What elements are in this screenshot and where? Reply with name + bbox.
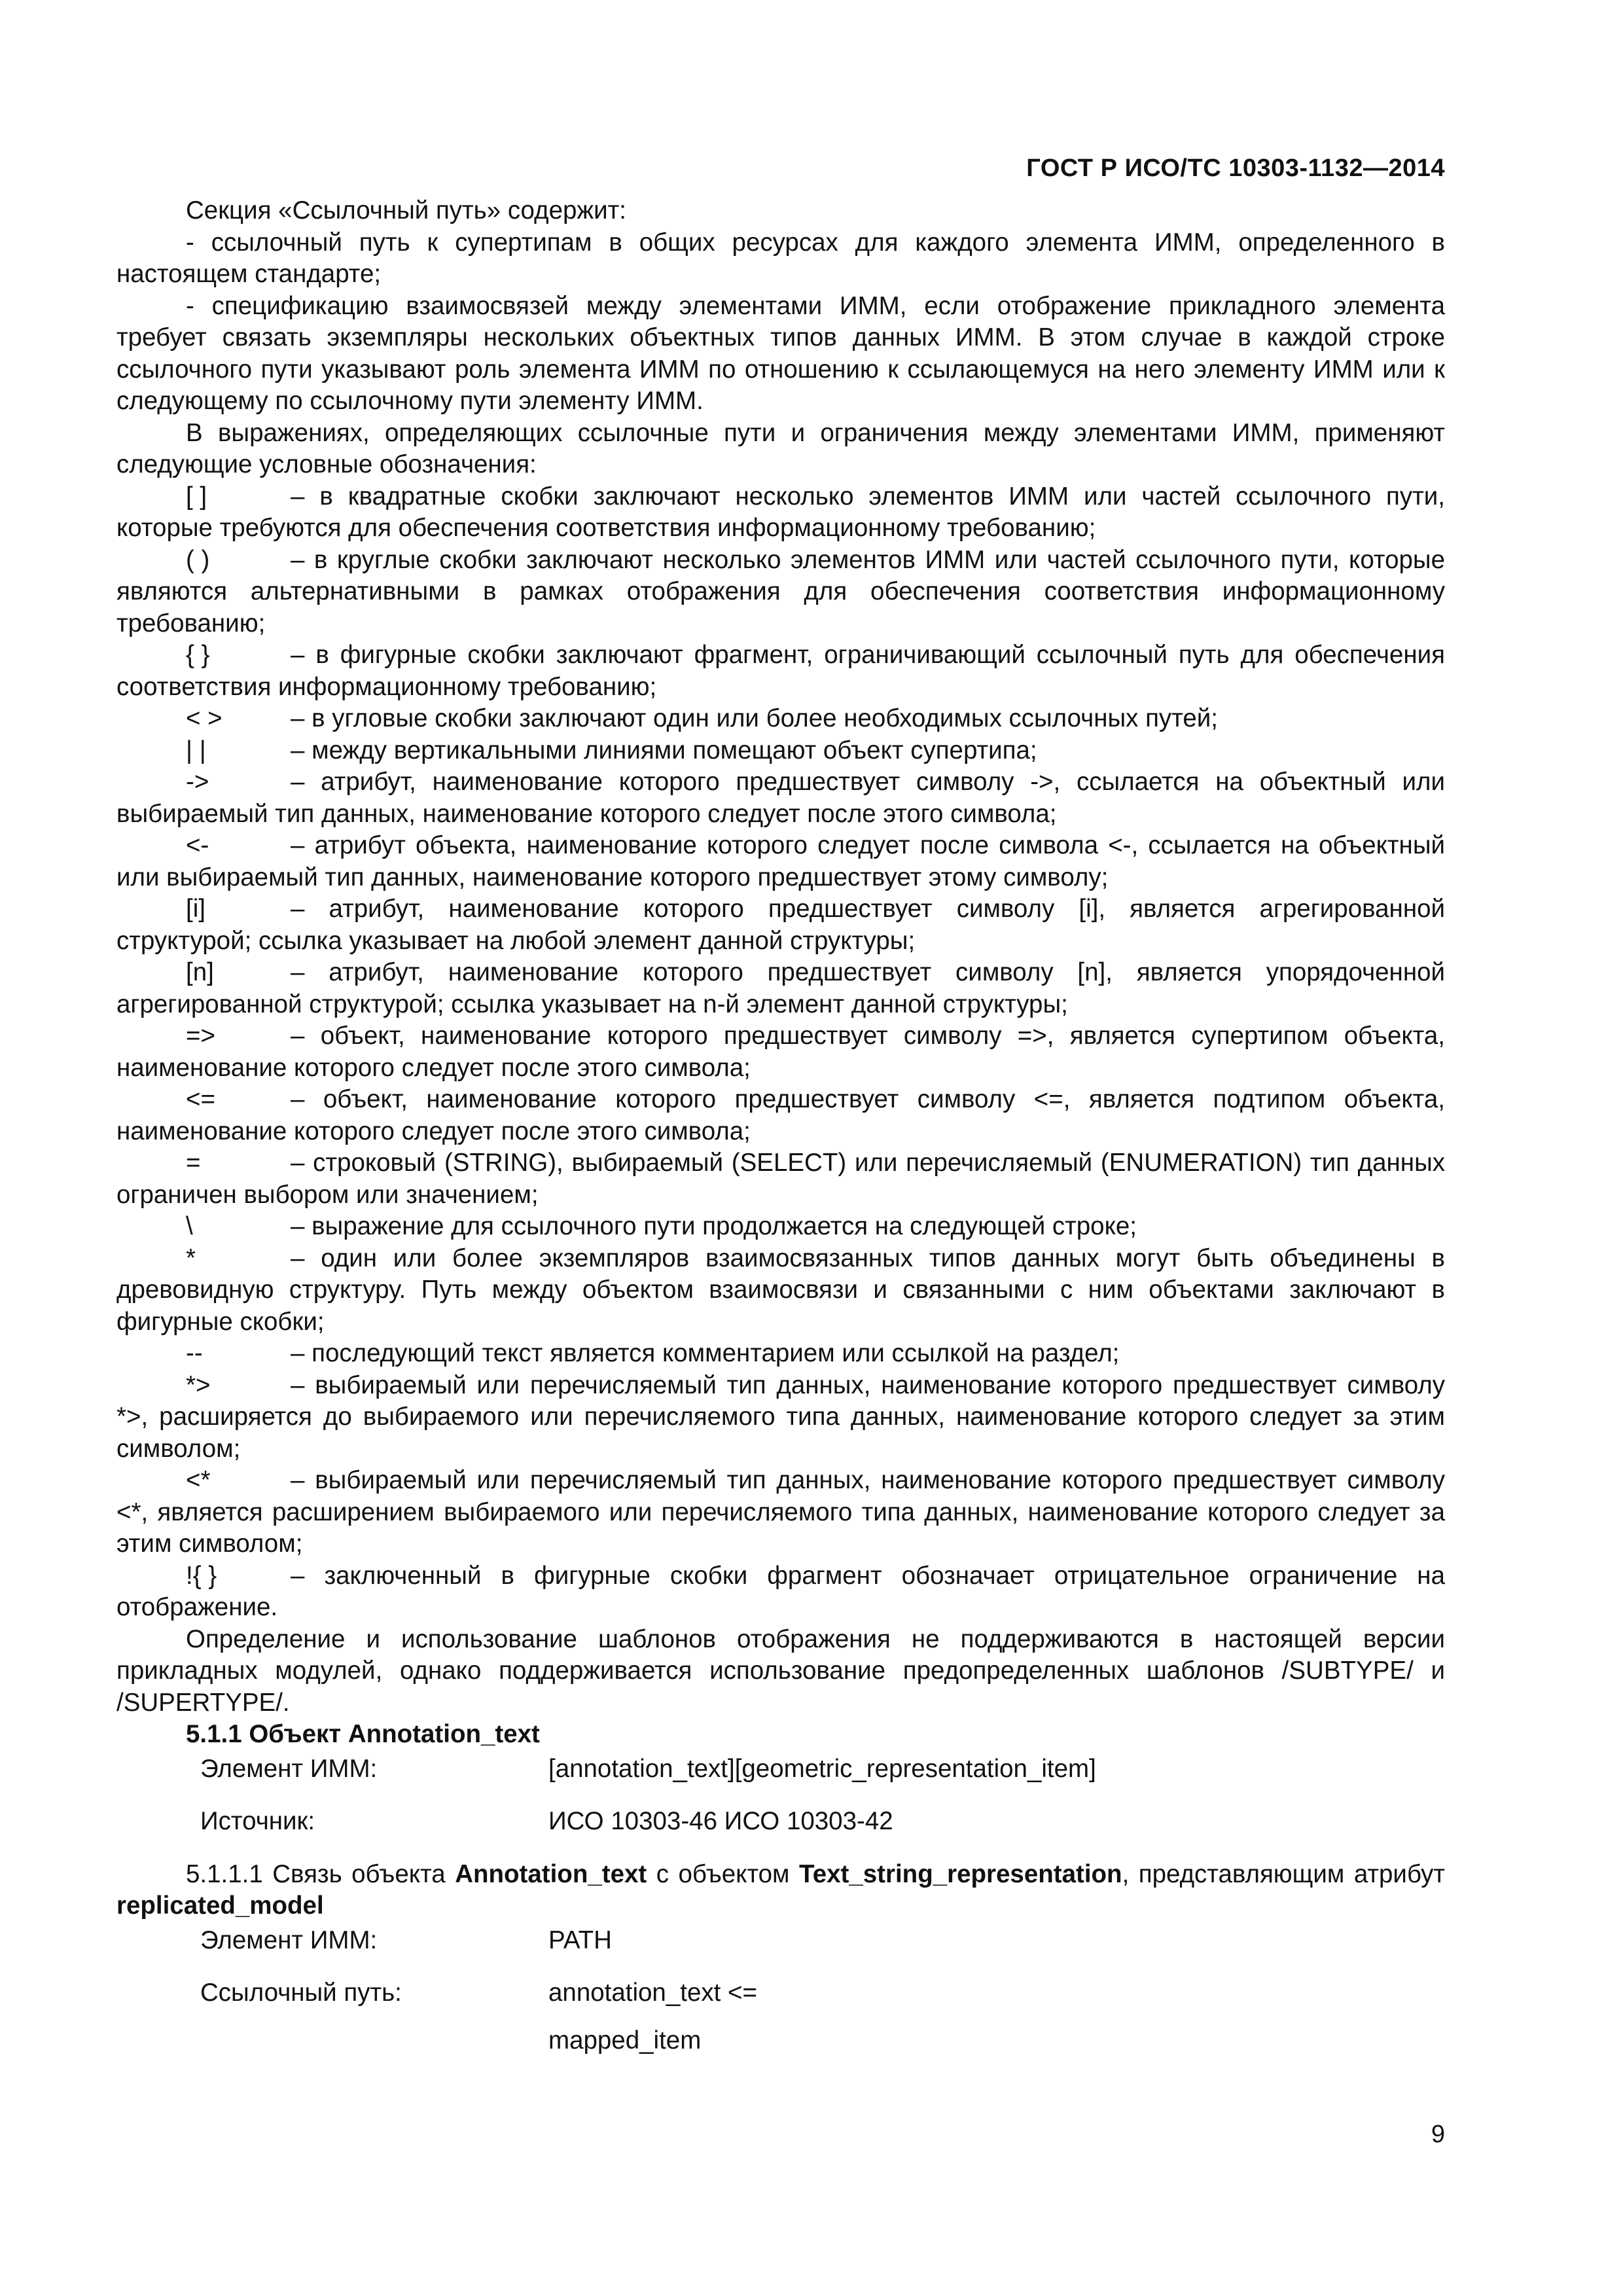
expressions-intro: В выражениях, определяющих ссылочные пути и ограничения между элементами ИММ, применяют следующие условные обозначения:: [116, 418, 1445, 478]
reference-path-row: [116, 1977, 1445, 2009]
symbol-definition: [116, 1084, 1445, 1147]
symbol-notation: [ ]: [186, 482, 207, 511]
reference-path-label: Ссылочный путь:: [200, 1979, 402, 2007]
reference-path-row-2: [116, 2025, 1445, 2057]
symbol-notation: =: [186, 1149, 201, 1177]
section-5-1-1-heading: 5.1.1 Объект Annotation_text: [186, 1720, 540, 1748]
symbol-definition: [116, 1147, 1445, 1211]
symbol-definition: [116, 703, 1445, 735]
symbol-definition: [116, 766, 1445, 830]
symbol-definition: [116, 1243, 1445, 1338]
symbol-description: – заключенный в фигурные скобки фрагмент обозначает отрицательное ограничение на отображение.: [116, 1561, 1445, 1621]
symbol-description: – атрибут объекта, наименование которого следует после символа <-, ссылается на объектный или выбираемый тип данных, наименование которого предшествует этому символу;: [116, 831, 1445, 891]
reference-path-label-empty: [200, 2025, 548, 2057]
symbol-definition: [116, 545, 1445, 640]
symbol-description: – в угловые скобки заключают один или более необходимых ссылочных путей;: [291, 704, 1218, 732]
symbol-definition: [116, 1020, 1445, 1084]
symbol-description: – в квадратные скобки заключают несколько элементов ИММ или частей ссылочного пути, которые требуются для обеспечения соответствия информационному требованию;: [116, 482, 1445, 542]
source-row: [116, 1806, 1445, 1838]
mim-element-row: [116, 1753, 1445, 1785]
symbol-notation: [n]: [186, 958, 214, 986]
symbol-definition: [116, 957, 1445, 1020]
symbol-definition: [116, 735, 1445, 767]
section-5-1-1-1-heading: [116, 1859, 1445, 1922]
mim-element-row-2: [116, 1925, 1445, 1957]
section-number-text: 5.1.1.1 Связь объекта: [186, 1859, 446, 1888]
symbol-description: – в фигурные скобки заключают фрагмент, ограничивающий ссылочный путь для обеспечения соответствия информационному требованию;: [116, 641, 1445, 701]
mim-element-value: [annotation_text][geometric_representation_item]: [548, 1754, 1096, 1783]
page-body: [116, 195, 1445, 2056]
document-header: ГОСТ Р ИСО/ТС 10303-1132—2014: [1026, 154, 1445, 182]
bullet-item-1: - ссылочный путь к супертипам в общих ресурсах для каждого элемента ИММ, определенного в настоящем стандарте;: [116, 228, 1445, 288]
symbol-notation: --: [186, 1339, 203, 1367]
symbol-definition: [116, 893, 1445, 957]
symbol-description: – выражение для ссылочного пути продолжается на следующей строке;: [291, 1212, 1137, 1240]
symbol-notation: !{ }: [186, 1561, 217, 1590]
reference-path-value-1: annotation_text <=: [548, 1979, 757, 2007]
mim-element-label-2: Элемент ИММ:: [200, 1926, 378, 1954]
symbol-notation: *: [186, 1244, 196, 1272]
source-value: ИСО 10303-46 ИСО 10303-42: [548, 1807, 893, 1835]
symbol-definition: [116, 1465, 1445, 1560]
symbol-notation: ->: [186, 768, 209, 796]
symbol-description: – между вертикальными линиями помещают объект супертипа;: [291, 736, 1037, 764]
symbol-notation: | |: [186, 736, 206, 764]
symbol-description: – один или более экземпляров взаимосвязанных типов данных могут быть объединены в древовидную структуру. Путь между объектом взаимосвязи и связанными с ним объектами заключают в фигурные скобки;: [116, 1244, 1445, 1336]
symbol-definition: [116, 481, 1445, 545]
source-label: Источник:: [200, 1807, 315, 1835]
intro-paragraph: Секция «Ссылочный путь» содержит:: [186, 196, 626, 224]
reference-path-value-2: mapped_item: [548, 2026, 702, 2054]
symbol-description: – выбираемый или перечисляемый тип данных, наименование которого предшествует символу <*, является расширением выбираемого или перечисляемого типа данных, наименование которого следует за этим символом;: [116, 1466, 1445, 1558]
symbol-definition: [116, 1370, 1445, 1465]
connector-text: с объектом: [656, 1859, 790, 1888]
symbol-description: – последующий текст является комментарием или ссылкой на раздел;: [291, 1339, 1120, 1367]
symbol-definition: [116, 1338, 1445, 1370]
bullet-item-2: - спецификацию взаимосвязей между элементами ИММ, если отображение прикладного элемента требует связать экземпляры нескольких объектных типов данных ИММ. В этом случае в каждой строке ссылочного пути указывают роль элемента ИММ по отношению к ссылающемуся на него элементу ИММ или к следующему по ссылочному пути элементу ИММ.: [116, 291, 1445, 415]
symbol-notation: [i]: [186, 895, 205, 923]
symbol-description: – атрибут, наименование которого предшествует символу [n], является упорядоченной агрегированной структурой; ссылка указывает на n-й элемент данной структуры;: [116, 958, 1445, 1018]
mim-element-label: Элемент ИММ:: [200, 1754, 378, 1783]
symbol-notation: =>: [186, 1022, 215, 1050]
templates-note: Определение и использование шаблонов отображения не поддерживаются в настоящей версии прикладных модулей, однако поддерживается использование предопределенных шаблонов /SUBTYPE/ и /SUPERTYPE/.: [116, 1624, 1445, 1717]
symbol-notation: <=: [186, 1085, 215, 1113]
symbol-description: – атрибут, наименование которого предшествует символу [i], является агрегированной структурой; ссылка указывает на любой элемент данной структуры;: [116, 895, 1445, 955]
symbol-description: – выбираемый или перечисляемый тип данных, наименование которого предшествует символу *>, расширяется до выбираемого или перечисляемого типа данных, наименование которого следует за этим символом;: [116, 1371, 1445, 1463]
object-text-string-representation: Text_string_representation: [799, 1859, 1122, 1888]
symbol-notation: ( ): [186, 545, 210, 574]
symbol-notation: < >: [186, 704, 223, 732]
symbol-definition: [116, 1211, 1445, 1243]
tail-text: , представляющим атрибут: [1122, 1859, 1446, 1888]
symbols-list: [116, 481, 1445, 1624]
symbol-description: – в круглые скобки заключают несколько элементов ИММ или частей ссылочного пути, которые являются альтернативными в рамках отображения для обеспечения соответствия информационному требованию;: [116, 545, 1445, 637]
symbol-description: – атрибут, наименование которого предшествует символу ->, ссылается на объектный или выбираемый тип данных, наименование которого следует после этого символа;: [116, 768, 1445, 828]
symbol-description: – строковый (STRING), выбираемый (SELECT) или перечисляемый (ENUMERATION) тип данных ограничен выбором или значением;: [116, 1149, 1445, 1209]
symbol-definition: [116, 1560, 1445, 1624]
symbol-description: – объект, наименование которого предшествует символу <=, является подтипом объекта, наименование которого следует после этого символа;: [116, 1085, 1445, 1145]
symbol-description: – объект, наименование которого предшествует символу =>, является супертипом объекта, наименование которого следует после этого символа;: [116, 1022, 1445, 1082]
symbol-notation: \: [186, 1212, 193, 1240]
symbol-notation: <-: [186, 831, 209, 859]
symbol-definition: [116, 830, 1445, 893]
symbol-notation: <*: [186, 1466, 211, 1494]
symbol-notation: *>: [186, 1371, 211, 1399]
attribute-replicated-model: replicated_model: [116, 1892, 324, 1920]
page-number: 9: [1431, 2121, 1445, 2148]
object-annotation-text: Annotation_text: [455, 1859, 647, 1888]
symbol-definition: [116, 639, 1445, 703]
mim-element-value-2: PATH: [548, 1926, 612, 1954]
symbol-notation: { }: [186, 641, 210, 669]
